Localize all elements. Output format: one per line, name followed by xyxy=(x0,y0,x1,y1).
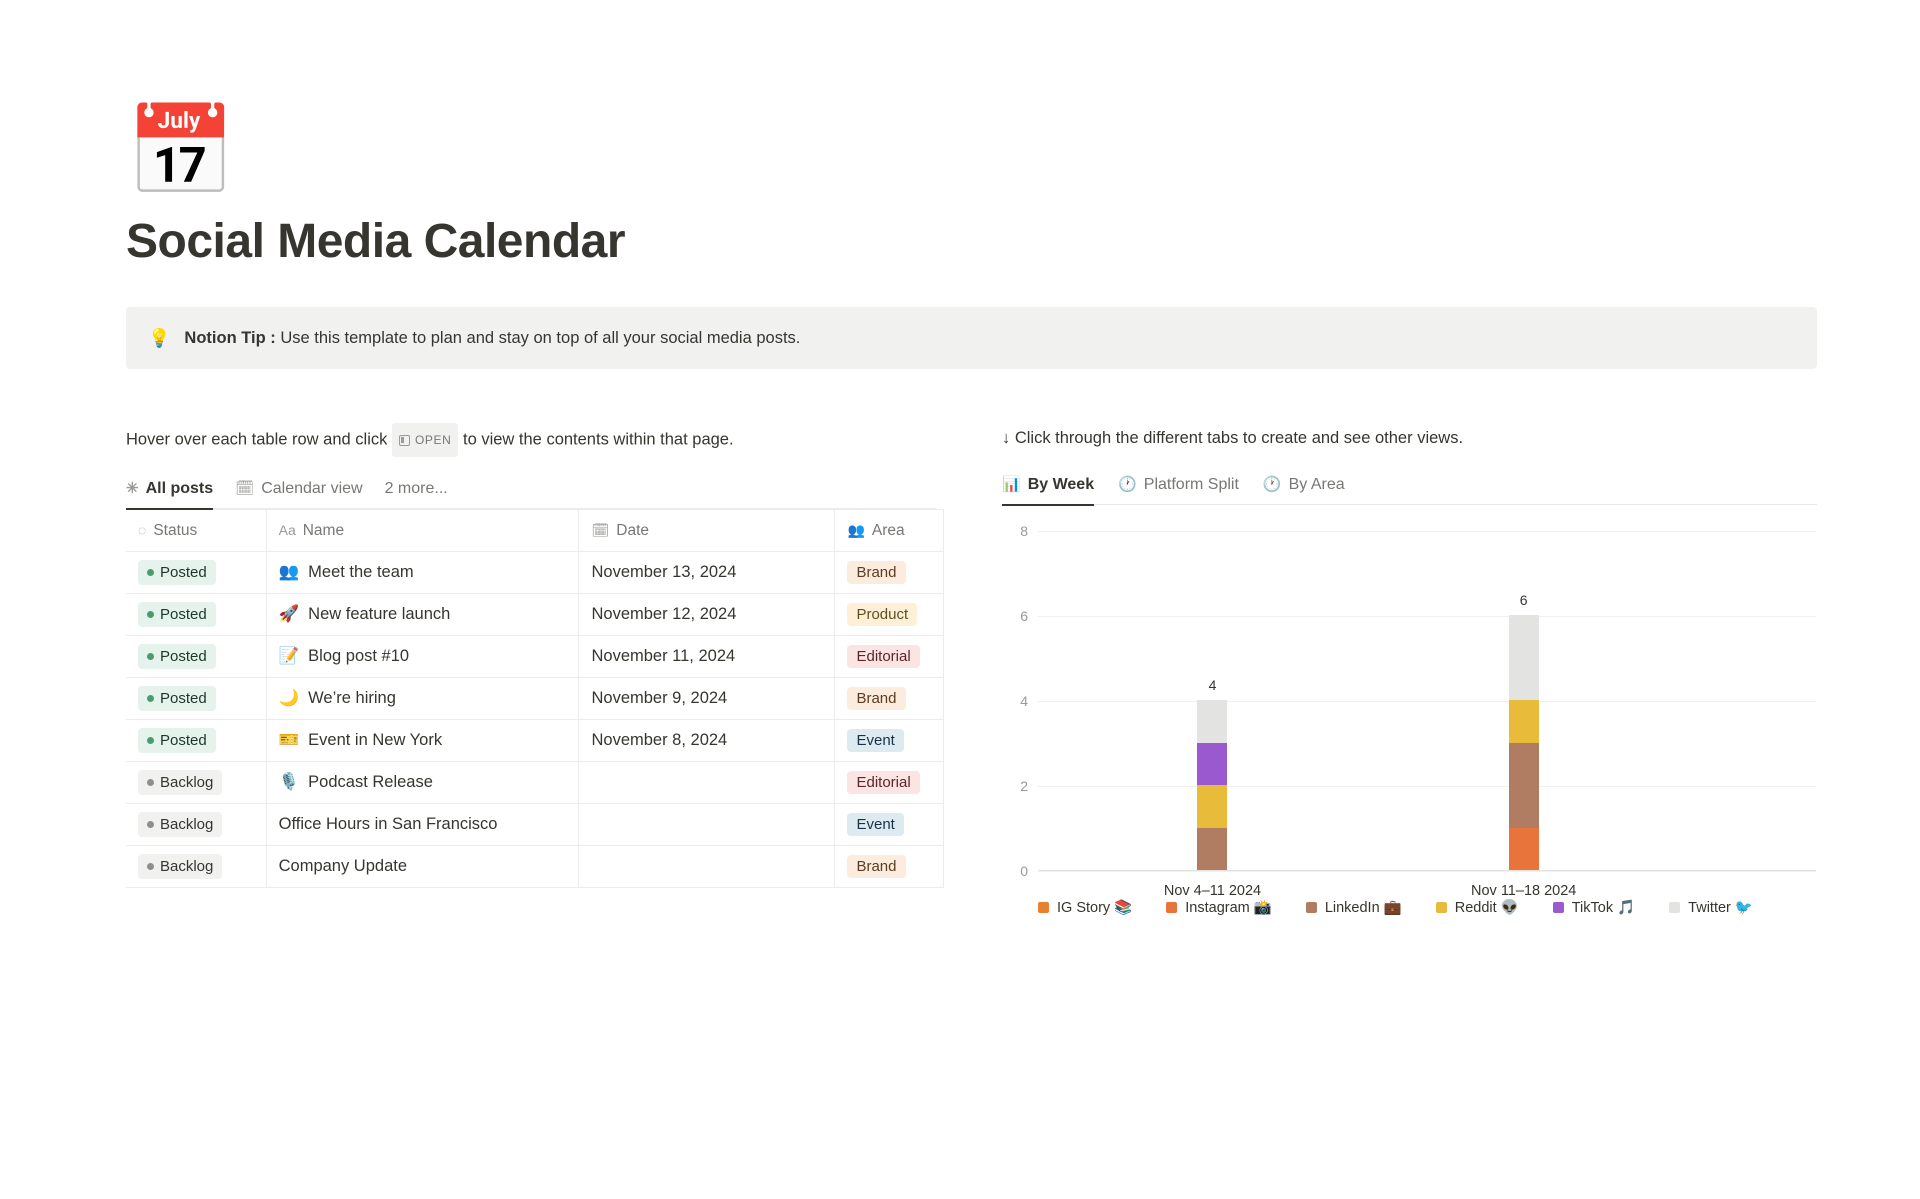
cell-date[interactable]: November 13, 2024 xyxy=(579,552,835,594)
chart-gridline xyxy=(1020,693,1816,709)
cell-name[interactable] xyxy=(266,636,579,678)
row-title xyxy=(279,731,567,750)
status-dot-icon xyxy=(147,653,154,660)
tab-calendar-view[interactable] xyxy=(235,469,362,509)
tab-all-posts-label: All posts xyxy=(145,479,214,497)
cell-area[interactable] xyxy=(835,762,944,804)
open-chip xyxy=(392,423,458,457)
row-title xyxy=(279,605,567,624)
area-tag: Event xyxy=(847,729,903,752)
cell-area[interactable] xyxy=(835,804,944,846)
callout-label: Notion Tip : xyxy=(184,329,276,347)
posts-table-head xyxy=(126,510,944,552)
row-title-label: Podcast Release xyxy=(308,773,433,791)
chart-bar[interactable] xyxy=(1509,592,1539,870)
chart-gridline xyxy=(1020,523,1816,539)
legend-item[interactable] xyxy=(1669,899,1753,916)
table-row[interactable] xyxy=(126,720,944,762)
cell-status[interactable] xyxy=(126,594,266,636)
callout-text xyxy=(184,327,800,349)
tab-all-posts[interactable] xyxy=(126,469,213,509)
row-title xyxy=(279,647,567,666)
calendar-emoji-icon: 📅 xyxy=(126,101,236,200)
y-axis-tick-label: 6 xyxy=(1020,608,1028,624)
cell-name[interactable] xyxy=(266,720,579,762)
chart-view-tabs xyxy=(1002,465,1817,505)
table-hint-after: to view the contents within that page. xyxy=(462,430,734,449)
status-dot-icon xyxy=(147,863,154,870)
cell-status[interactable] xyxy=(126,636,266,678)
column-header-status-label: Status xyxy=(153,521,198,539)
date-icon: 🗓 xyxy=(591,521,610,538)
column-header-area-label: Area xyxy=(871,521,905,539)
area-tag: Editorial xyxy=(847,645,919,668)
column-header-date-label: Date xyxy=(616,521,650,539)
status-icon: ◌ xyxy=(138,521,147,538)
table-header-row xyxy=(126,510,944,552)
area-tag: Editorial xyxy=(847,771,919,794)
callout-body: Use this template to plan and stay on top of all your social media posts. xyxy=(275,329,801,347)
cell-date[interactable] xyxy=(579,846,835,888)
row-emoji-icon: 🎙️ xyxy=(278,773,300,791)
x-axis-tick-label: Nov 11–18 2024 xyxy=(1471,883,1577,899)
status-dot-icon xyxy=(147,779,154,786)
cell-status[interactable] xyxy=(126,678,266,720)
posts-table-body xyxy=(126,552,944,888)
chart-gridline xyxy=(1020,863,1816,879)
cell-name[interactable] xyxy=(266,552,579,594)
chart-gridline xyxy=(1020,608,1816,624)
row-title-label: Meet the team xyxy=(308,563,414,581)
cell-name[interactable] xyxy=(266,804,579,846)
chart-bar-total-label: 6 xyxy=(1519,592,1528,608)
tab-by-week[interactable] xyxy=(1002,465,1094,505)
chart-bar-total-label: 4 xyxy=(1208,677,1217,693)
legend-label: Twitter 🐦 xyxy=(1688,900,1753,916)
tab-platform-split[interactable] xyxy=(1118,465,1239,505)
legend-swatch-icon xyxy=(1436,902,1447,913)
legend-label: TikTok 🎵 xyxy=(1571,900,1636,916)
legend-item[interactable] xyxy=(1553,899,1635,916)
chart-bar-segment xyxy=(1197,785,1227,828)
status-badge: Backlog xyxy=(138,770,222,795)
legend-swatch-icon xyxy=(1306,902,1317,913)
tab-by-area-label: By Area xyxy=(1288,475,1345,493)
table-row[interactable] xyxy=(126,678,944,720)
cell-status[interactable] xyxy=(126,552,266,594)
cell-date[interactable]: November 8, 2024 xyxy=(579,720,835,762)
tab-by-week-label: By Week xyxy=(1027,475,1095,493)
area-tag: Brand xyxy=(847,687,905,710)
clock-icon: 🕐 xyxy=(1262,475,1282,493)
cell-area[interactable] xyxy=(835,846,944,888)
y-axis-tick-label: 8 xyxy=(1020,523,1028,539)
chart-bar-segment xyxy=(1509,828,1539,871)
chart-bar-segment xyxy=(1197,743,1227,786)
legend-item[interactable] xyxy=(1166,899,1272,916)
tab-by-area[interactable] xyxy=(1263,465,1345,505)
chart-bar[interactable] xyxy=(1197,677,1227,870)
row-title xyxy=(279,689,567,708)
cell-status[interactable] xyxy=(126,846,266,888)
two-column-layout xyxy=(126,423,1920,941)
row-title-label: Office Hours in San Francisco xyxy=(278,815,498,833)
table-row[interactable] xyxy=(126,804,944,846)
table-row[interactable] xyxy=(126,636,944,678)
area-tag: Event xyxy=(847,813,903,836)
tab-more-views[interactable]: 2 more... xyxy=(384,479,448,497)
table-hint xyxy=(126,423,886,457)
chart-hint: ↓ Click through the different tabs to create and see other views. xyxy=(1002,429,1464,447)
status-badge: Backlog xyxy=(138,854,222,879)
table-row[interactable] xyxy=(126,594,944,636)
chart-bar-segment xyxy=(1509,743,1539,828)
cell-area[interactable] xyxy=(835,720,944,762)
row-title-label: Event in New York xyxy=(308,731,443,749)
bar-chart-icon: 📊 xyxy=(1002,475,1021,493)
posts-table xyxy=(126,509,944,888)
cell-area[interactable] xyxy=(835,552,944,594)
cell-area[interactable] xyxy=(835,678,944,720)
asterisk-icon: ✳ xyxy=(126,479,139,497)
legend-swatch-icon xyxy=(1669,902,1680,913)
legend-label: IG Story 📚 xyxy=(1057,900,1133,916)
table-row[interactable] xyxy=(126,552,944,594)
legend-swatch-icon xyxy=(1166,902,1177,913)
database-view-tabs xyxy=(126,469,936,509)
row-title xyxy=(279,563,567,582)
page-title: Social Media Calendar xyxy=(126,215,626,268)
column-header-area[interactable] xyxy=(835,510,944,552)
row-emoji-icon: 🌙 xyxy=(278,689,300,707)
people-icon: 👥 xyxy=(847,521,865,538)
notion-tip-callout xyxy=(126,307,1817,369)
open-page-icon xyxy=(399,435,410,446)
chart-bar-segment xyxy=(1509,700,1539,743)
status-dot-icon xyxy=(147,737,154,744)
cell-date[interactable]: November 9, 2024 xyxy=(579,678,835,720)
cell-name[interactable] xyxy=(266,678,579,720)
chart-bar-segment xyxy=(1509,615,1539,700)
table-hint-before: Hover over each table row and click xyxy=(126,430,388,449)
y-axis-tick-label: 4 xyxy=(1020,693,1028,709)
row-title xyxy=(279,773,567,792)
column-header-status[interactable] xyxy=(126,510,266,552)
area-tag: Product xyxy=(847,603,917,626)
legend-label: LinkedIn 💼 xyxy=(1324,900,1402,916)
status-badge: Posted xyxy=(138,560,216,585)
cell-date[interactable]: November 12, 2024 xyxy=(579,594,835,636)
cell-name[interactable] xyxy=(266,762,579,804)
chart-gridline xyxy=(1020,778,1816,794)
row-title-label: We’re hiring xyxy=(308,689,396,707)
legend-item[interactable] xyxy=(1306,899,1402,916)
cell-status[interactable] xyxy=(126,804,266,846)
legend-item[interactable] xyxy=(1038,899,1132,916)
weekly-posts-chart xyxy=(1002,521,1817,941)
cell-date[interactable]: November 11, 2024 xyxy=(579,636,835,678)
table-row[interactable] xyxy=(126,846,944,888)
status-badge: Posted xyxy=(138,728,216,753)
status-badge: Posted xyxy=(138,644,216,669)
cell-date[interactable] xyxy=(579,804,835,846)
cell-date[interactable] xyxy=(579,762,835,804)
legend-swatch-icon xyxy=(1038,902,1049,913)
title-icon: Aa xyxy=(278,521,296,538)
status-badge: Backlog xyxy=(138,812,222,837)
cell-name[interactable] xyxy=(266,846,579,888)
table-row[interactable] xyxy=(126,762,944,804)
area-tag: Brand xyxy=(847,561,905,584)
chart-plot-area xyxy=(1020,523,1816,899)
legend-swatch-icon xyxy=(1553,902,1564,913)
lightbulb-icon: 💡 xyxy=(148,328,171,348)
status-dot-icon xyxy=(147,611,154,618)
status-dot-icon xyxy=(147,569,154,576)
cell-area[interactable] xyxy=(835,594,944,636)
column-header-name[interactable] xyxy=(266,510,579,552)
x-axis-tick-label: Nov 4–11 2024 xyxy=(1163,883,1262,899)
legend-item[interactable] xyxy=(1436,899,1519,916)
tab-calendar-view-label: Calendar view xyxy=(261,479,363,497)
column-header-name-label: Name xyxy=(302,521,345,539)
column-header-date[interactable] xyxy=(579,510,835,552)
status-badge: Posted xyxy=(138,602,216,627)
status-badge: Posted xyxy=(138,686,216,711)
row-title xyxy=(279,857,567,876)
left-column xyxy=(126,423,936,941)
y-axis-tick-label: 0 xyxy=(1020,863,1028,879)
row-title-label: Blog post #10 xyxy=(308,647,410,665)
chart-bar-segment xyxy=(1197,828,1227,871)
chart-legend xyxy=(1038,899,1798,916)
row-title xyxy=(279,815,567,834)
cell-name[interactable] xyxy=(266,594,579,636)
status-dot-icon xyxy=(147,821,154,828)
clock-icon: 🕐 xyxy=(1118,475,1137,493)
row-emoji-icon: 🎫 xyxy=(278,731,300,749)
row-emoji-icon: 📝 xyxy=(278,647,300,665)
chart-bar-segment xyxy=(1197,700,1227,743)
row-title-label: Company Update xyxy=(278,857,408,875)
calendar-icon: 🗓 xyxy=(235,479,255,497)
status-dot-icon xyxy=(147,695,154,702)
right-column xyxy=(1002,423,1817,941)
open-chip-label: OPEN xyxy=(414,433,452,447)
cell-status[interactable] xyxy=(126,762,266,804)
y-axis-tick-label: 2 xyxy=(1020,778,1028,794)
page-icon xyxy=(126,100,236,202)
row-emoji-icon: 🚀 xyxy=(278,605,300,623)
row-title-label: New feature launch xyxy=(308,605,451,623)
tab-platform-split-label: Platform Split xyxy=(1143,475,1239,493)
cell-area[interactable] xyxy=(835,636,944,678)
legend-label: Reddit 👽 xyxy=(1454,900,1519,916)
row-emoji-icon: 👥 xyxy=(278,563,300,581)
area-tag: Brand xyxy=(847,855,905,878)
cell-status[interactable] xyxy=(126,720,266,762)
legend-label: Instagram 📸 xyxy=(1185,900,1272,916)
